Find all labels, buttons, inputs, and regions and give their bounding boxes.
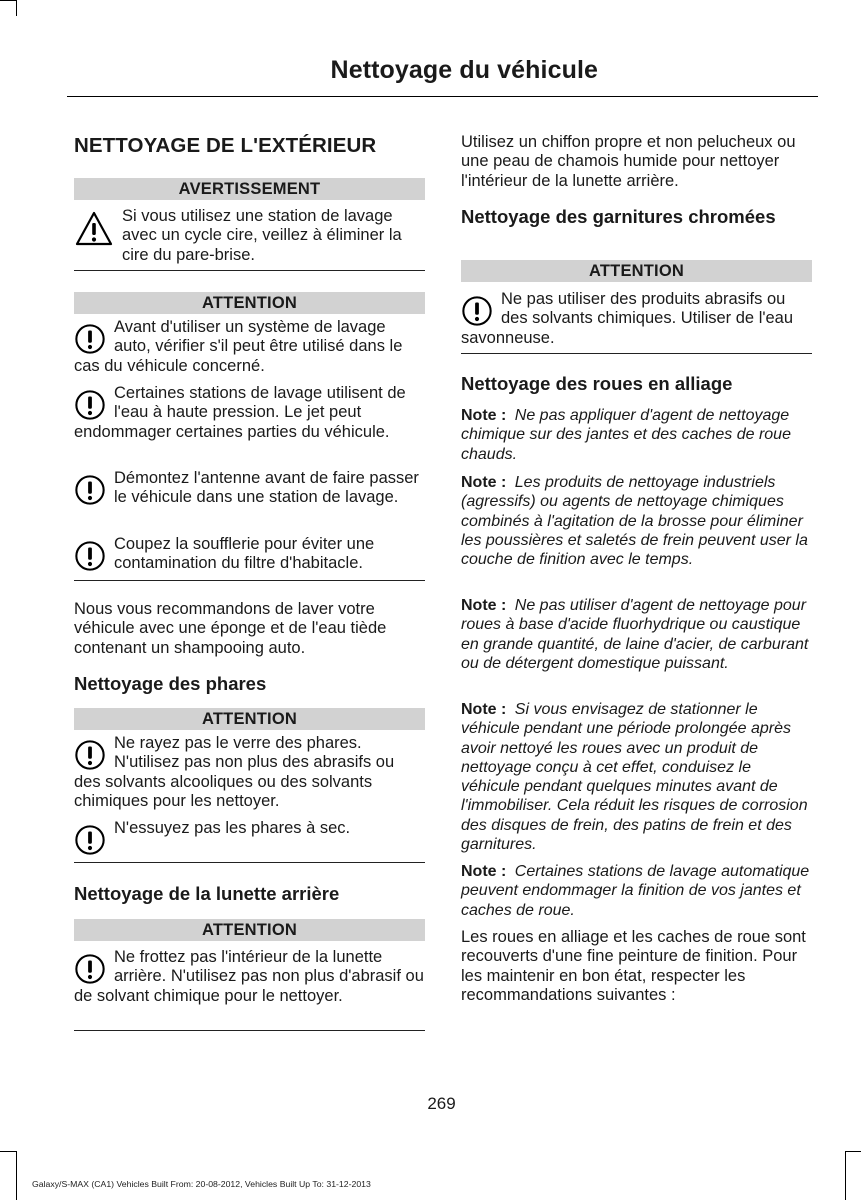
attention-text: Démontez l'antenne avant de faire passer le véhicule dans une station de lavage. [114,469,419,507]
note-label: Note : [461,863,507,880]
note [461,406,812,464]
crop-mark [0,1151,16,1152]
attention-item [74,469,425,508]
body-paragraph: Utilisez un chiffon propre et non pelucheux ou une peau de chamois humide pour nettoyer l'intérieur de la lunette arrière. [461,133,796,190]
attention-item [74,734,425,811]
body-paragraph: Nous vous recommandons de laver votre véhicule avec une éponge et de l'eau tiède contenant un shampooing auto. [74,600,387,657]
note-label: Note : [461,597,507,614]
attention-item [74,318,425,376]
warning-bar: AVERTISSEMENT [74,178,425,200]
attention-text: Certaines stations de lavage utilisent de l'eau à haute pression. Le jet peut endommager certaines parties du véhicule. [74,384,406,441]
divider [74,1030,425,1031]
note [461,596,812,673]
attention-text: Ne pas utiliser des produits abrasifs ou des solvants chimiques. Utiliser de l'eau savonneuse. [461,290,794,347]
exclamation-icon [74,539,106,573]
crop-mark [16,1151,17,1200]
title-divider [67,96,818,97]
warning-triangle-icon [74,209,114,249]
note-text: Si vous envisagez de stationner le véhicule pendant une période prolongée après avoir nettoyé les roues avec un produit de nettoyage conçu à cet effet, conduisez le véhicule pendant quelques minutes avant de l'immobiliser. Cela réduit les risques de corrosion des disques de frein, des patins de frein et des garnitures. [461,701,808,854]
note-label: Note : [461,407,507,424]
subsection-heading: Nettoyage de la lunette arrière [74,883,340,904]
body-paragraph: Les roues en alliage et les caches de roue sont recouverts d'une fine peinture de finition. Pour les maintenir en bon état, respecter les recommandations suivantes : [461,928,806,1004]
exclamation-icon [74,473,106,507]
attention-bar: ATTENTION [74,292,425,314]
exclamation-icon [74,952,106,986]
subsection-heading: Nettoyage des phares [74,673,267,694]
attention-bar: ATTENTION [74,919,425,941]
divider [74,270,425,271]
divider [461,353,812,354]
note [461,862,812,920]
warning-item [74,207,425,265]
divider [74,580,425,581]
note [461,700,812,854]
attention-text: Ne frottez pas l'intérieur de la lunette arrière. N'utilisez pas non plus d'abrasif ou de solvant chimique pour le nettoyer. [74,948,424,1005]
attention-item [461,290,812,348]
attention-item [74,948,425,1006]
attention-bar: ATTENTION [461,260,812,282]
attention-text: Coupez la soufflerie pour éviter une contamination du filtre d'habitacle. [114,535,375,573]
attention-text: Avant d'utiliser un système de lavage auto, vérifier s'il peut être utilisé dans le cas du véhicule concerné. [74,318,403,375]
page-number: 269 [427,1094,456,1113]
crop-mark [16,0,17,16]
subsection-heading: Nettoyage des roues en alliage [461,373,733,394]
note-text: Ne pas appliquer d'agent de nettoyage chimique sur des jantes et des caches de roue chauds. [461,407,791,463]
attention-text: N'essuyez pas les phares à sec. [114,819,351,837]
subsection-heading: Nettoyage des garnitures chromées [461,206,776,227]
exclamation-icon [74,738,106,772]
section-heading: NETTOYAGE DE L'EXTÉRIEUR [74,134,377,157]
footer-vehicle-info: Galaxy/S-MAX (CA1) Vehicles Built From: 20-08-2012, Vehicles Built Up To: 31-12-2013 [32,1179,371,1189]
divider [74,862,425,863]
crop-mark [0,0,16,1]
attention-text: Ne rayez pas le verre des phares. N'utilisez pas non plus des abrasifs ou des solvants alcooliques ou des solvants chimiques pour les nettoyer. [74,734,395,810]
page-title: Nettoyage du véhicule [330,56,598,84]
note-label: Note : [461,474,507,491]
exclamation-icon [74,823,106,857]
attention-item [74,819,425,857]
note-text: Les produits de nettoyage industriels (agressifs) ou agents de nettoyage chimiques combinés à l'agitation de la brosse pour éliminer les poussières et saletés de frein peuvent user la couche de finition avec le temps. [461,474,808,569]
crop-mark [845,1151,861,1152]
note [461,473,812,569]
note-label: Note : [461,701,507,718]
note-text: Certaines stations de lavage automatique peuvent endommager la finition de vos jantes et caches de roue. [461,863,810,919]
exclamation-icon [74,322,106,356]
attention-bar: ATTENTION [74,708,425,730]
warning-text: Si vous utilisez une station de lavage avec un cycle cire, veillez à éliminer la cire du pare-brise. [122,207,402,264]
attention-item [74,384,425,442]
note-text: Ne pas utiliser d'agent de nettoyage pour roues à base d'acide fluorhydrique ou caustique en grande quantité, de laine d'acier, de carburant ou de détergent domestique puissant. [461,597,809,672]
exclamation-icon [461,294,493,328]
crop-mark [845,1151,846,1200]
attention-item [74,535,425,574]
exclamation-icon [74,388,106,422]
